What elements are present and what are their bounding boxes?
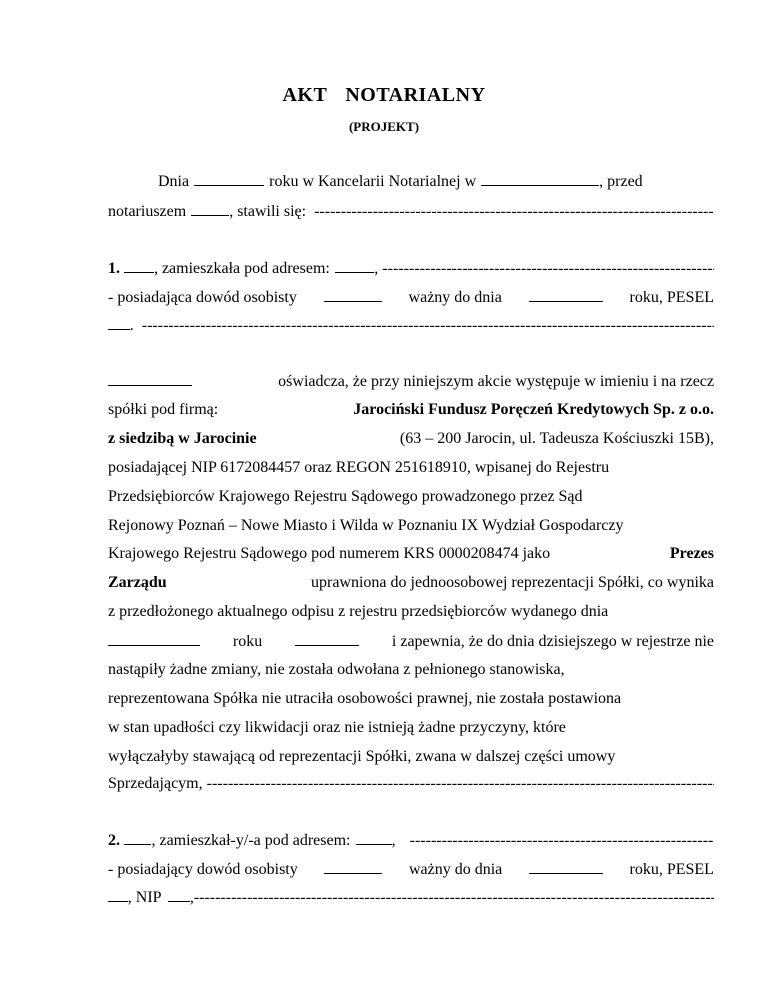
statement-line-6: Rejonowy Poznań – Nowe Miasto i Wilda w Poznaniu IX Wydział Gospodarczy [108, 517, 624, 534]
party1-line-2: - posiadająca dowód osobisty ważny do dnia roku, PESEL [108, 289, 714, 306]
statement-line-13: w stan upadłości czy likwidacji oraz nie istnieją żadne przyczyny, które [108, 719, 566, 736]
statement-line-5: Przedsiębiorców Krajowego Rejestru Sądowego prowadzonego przez Sąd [108, 488, 583, 505]
document-title: AKT NOTARIALNY [282, 84, 486, 106]
statement-line-3: z siedzibą w Jarocinie (63 – 200 Jarocin, ul. Tadeusza Kościuszki 15B), [108, 430, 714, 447]
statement-line-10: roku i zapewnia, że do dnia dzisiejszego w rejestrze nie [108, 631, 714, 652]
intro-line-1: Dnia roku w Kancelarii Notarialnej w , przed [158, 173, 643, 190]
party1-line-1: 1. , zamieszkała pod adresem: , ----- [108, 258, 714, 279]
statement-line-14: wyłączałyby stawającą od reprezentacji Spółki, zwana w dalszej części umowy [108, 748, 616, 765]
party1-line-3: . ----- [108, 315, 714, 336]
statement-line-15: Sprzedającym, ----- [108, 774, 714, 794]
statement-line-1: oświadcza, że przy niniejszym akcie występuje w imieniu i na rzecz [108, 371, 714, 392]
statement-line-7: Krajowego Rejestru Sądowego pod numerem KRS 0000208474 jako Prezes [108, 545, 714, 562]
statement-line-2: spółki pod firmą: Jarociński Fundusz Poręczeń Kredytowych Sp. z o.o. [108, 401, 714, 418]
party2-line-2: - posiadający dowód osobisty ważny do dnia roku, PESEL [108, 861, 714, 878]
statement-line-12: reprezentowana Spółka nie utraciła osobowości prawnej, nie została postawiona [108, 690, 622, 707]
party2-line-3: , NIP , ----- [108, 887, 714, 908]
document-subtitle: (PROJEKT) [348, 119, 420, 134]
intro-line-2: notariuszem , stawili się: ----- [108, 201, 714, 222]
party2-line-1: 2. , zamieszkał-y/-a pod adresem: , ----- [108, 830, 714, 851]
statement-line-4: posiadającej NIP 6172084457 oraz REGON 251618910, wpisanej do Rejestru [108, 459, 610, 476]
statement-line-9: z przedłożonego aktualnego odpisu z rejestru przedsiębiorców wydanego dnia [108, 603, 609, 620]
statement-line-11: nastąpiły żadne zmiany, nie została odwołana z pełnionego stanowiska, [108, 661, 565, 678]
statement-line-8: Zarządu uprawniona do jednoosobowej reprezentacji Spółki, co wynika [108, 574, 714, 591]
